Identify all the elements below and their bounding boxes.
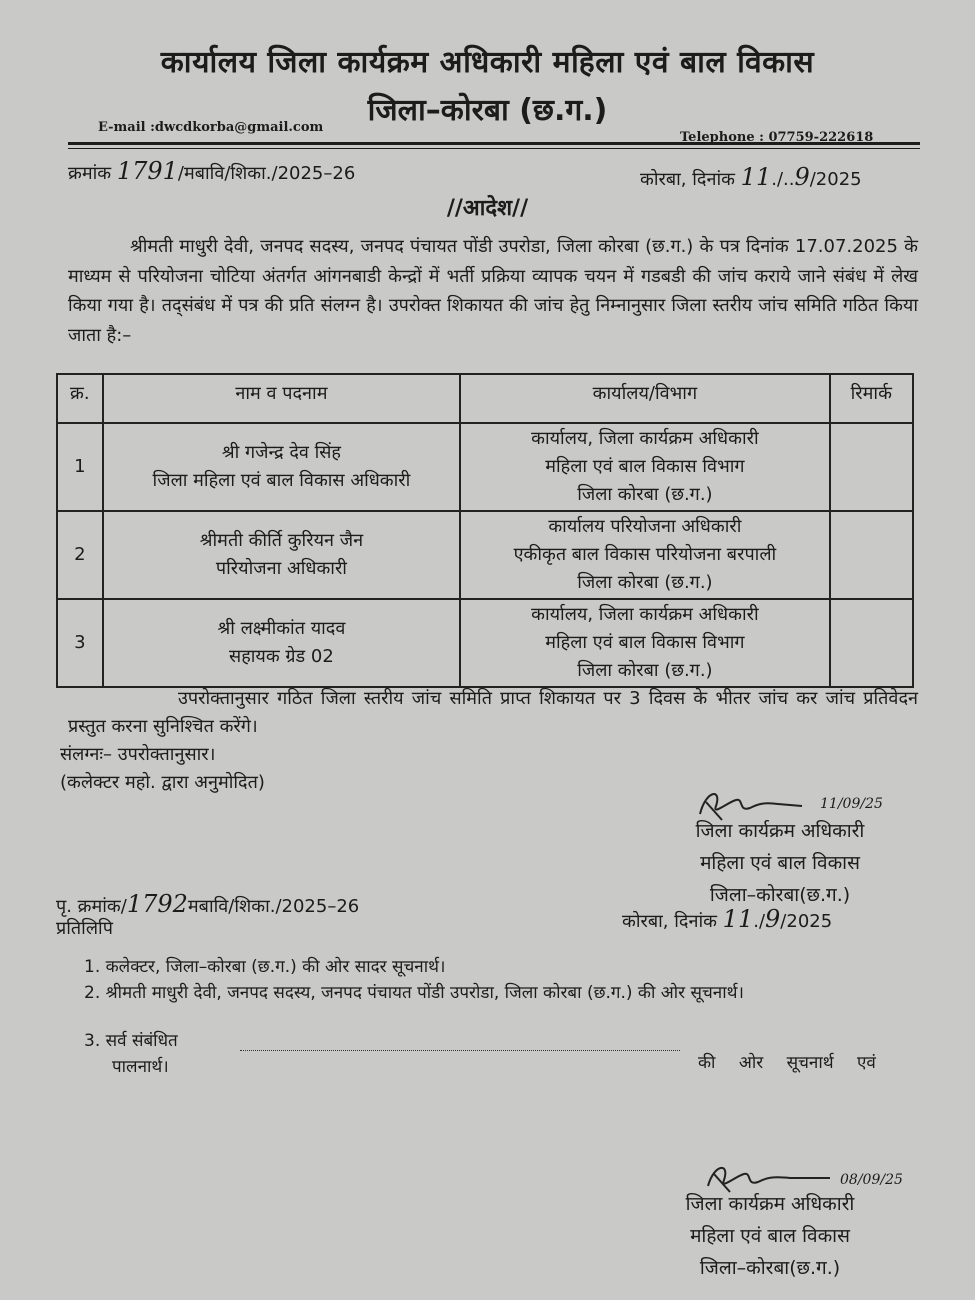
office-line: महिला एवं बाल विकास विभाग bbox=[545, 632, 745, 653]
email-address: E-mail :dwcdkorba@gmail.com bbox=[98, 120, 324, 135]
approval-note: (कलेक्टर महो. द्वारा अनुमोदित) bbox=[60, 772, 265, 793]
date-prefix: कोरबा, दिनांक bbox=[640, 169, 735, 190]
cell-name bbox=[103, 511, 461, 599]
copy-reference-suffix: मबावि/शिका./2025–26 bbox=[187, 896, 360, 917]
instruction-paragraph: उपरोक्तानुसार गठित जिला स्तरीय जांच समिति प्राप्त शिकायत पर 3 दिवस के भीतर जांच कर जांच प्रतिवेदन प्रस्तुत करना सुनिश्चित करेंगे। bbox=[68, 688, 918, 737]
cell-remark bbox=[830, 423, 913, 511]
copy-date-month: 9 bbox=[765, 905, 781, 933]
order-title: //आदेश// bbox=[446, 196, 529, 221]
copy-list-item-tail: की ओर सूचनार्थ एवं bbox=[698, 1053, 876, 1073]
date-year: /2025 bbox=[809, 169, 862, 190]
copy-list-item-continuation: पालनार्थ। bbox=[112, 1057, 169, 1077]
order-date: कोरबा, दिनांक 11./..9/2025 bbox=[640, 163, 862, 191]
signatory-department: महिला एवं बाल विकास bbox=[700, 852, 860, 874]
member-designation: जिला महिला एवं बाल विकास अधिकारी bbox=[152, 470, 411, 491]
cell-remark bbox=[830, 599, 913, 687]
office-district: जिला–कोरबा (छ.ग.) bbox=[367, 93, 608, 128]
copy-date-prefix: कोरबा, दिनांक bbox=[622, 911, 717, 932]
signature-date-mark: 08/09/25 bbox=[840, 1172, 903, 1188]
header-office: कार्यालय/विभाग bbox=[460, 374, 829, 423]
member-designation: सहायक ग्रेड 02 bbox=[229, 646, 334, 667]
header-name: नाम व पदनाम bbox=[103, 374, 461, 423]
header-rule-thin bbox=[68, 148, 920, 149]
header-remark: रिमार्क bbox=[830, 374, 913, 423]
signatory-title: जिला कार्यक्रम अधिकारी bbox=[685, 1193, 855, 1215]
table-row bbox=[57, 511, 913, 599]
header-rule-thick bbox=[68, 142, 920, 145]
reference-handwritten-number: 1791 bbox=[116, 157, 178, 185]
copy-list-item: 3. सर्व संबंधित bbox=[84, 1031, 178, 1051]
cell-remark bbox=[830, 511, 913, 599]
copy-label: प्रतिलिपि bbox=[56, 918, 113, 939]
copy-list-item: 2. श्रीमती माधुरी देवी, जनपद सदस्य, जनपद पंचायत पोंडी उपरोडा, जिला कोरबा (छ.ग.) की ओर सूचनार्थ। bbox=[84, 983, 744, 1003]
committee-table bbox=[56, 373, 914, 688]
telephone-number: Telephone : 07759-222618 bbox=[680, 130, 874, 145]
cell-office bbox=[460, 423, 829, 511]
table-row bbox=[57, 599, 913, 687]
reference-number bbox=[68, 157, 355, 185]
office-line: जिला कोरबा (छ.ग.) bbox=[577, 484, 713, 505]
office-line: कार्यालय, जिला कार्यक्रम अधिकारी bbox=[531, 604, 759, 625]
member-designation: परियोजना अधिकारी bbox=[215, 558, 347, 579]
signatory-district: जिला–कोरबा(छ.ग.) bbox=[699, 1257, 841, 1279]
cell-serial: 2 bbox=[57, 511, 103, 599]
header-serial: क्र. bbox=[57, 374, 103, 423]
cell-office bbox=[460, 599, 829, 687]
copy-reference-number: पृ. क्रमांक/1792मबावि/शिका./2025–26 bbox=[56, 890, 360, 918]
cell-serial: 3 bbox=[57, 599, 103, 687]
table-header-row bbox=[57, 374, 913, 423]
copy-date: कोरबा, दिनांक 11./9/2025 bbox=[622, 905, 833, 933]
office-line: जिला कोरबा (छ.ग.) bbox=[577, 660, 713, 681]
reference-suffix: /मबावि/शिका./2025–26 bbox=[177, 163, 356, 184]
blank-fill-line bbox=[240, 1034, 680, 1051]
office-line: कार्यालय, जिला कार्यक्रम अधिकारी bbox=[531, 428, 759, 449]
member-name: श्रीमती कीर्ति कुरियन जैन bbox=[199, 530, 364, 551]
reference-prefix: क्रमांक bbox=[68, 163, 112, 184]
office-line: जिला कोरबा (छ.ग.) bbox=[577, 572, 713, 593]
copy-date-day: 11 bbox=[722, 905, 754, 933]
cell-serial: 1 bbox=[57, 423, 103, 511]
copy-date-year: /2025 bbox=[780, 911, 833, 932]
table-row bbox=[57, 423, 913, 511]
enclosure-note: संलग्नः– उपरोक्तानुसार। bbox=[60, 744, 216, 765]
office-line: महिला एवं बाल विकास विभाग bbox=[545, 456, 745, 477]
cell-office bbox=[460, 511, 829, 599]
signature-date-mark: 11/09/25 bbox=[820, 796, 883, 812]
body-paragraph: श्रीमती माधुरी देवी, जनपद सदस्य, जनपद पंचायत पोंडी उपरोडा, जिला कोरबा (छ.ग.) के पत्र दिनांक 17.07.2025 के माध्यम से परियोजना चोटिया अंतर्गत आंगनबाडी केन्द्रों में भर्ती प्रक्रिया व्यापक चयन में गडबडी की जांच कराये जाने संबंध में लेख किया गया है। तद्संबंध में पत्र की प्रति संलग्न है। उपरोक्त शिकायत की जांच हेतु निम्नानुसार जिला स्तरीय जांच समिति गठित किया जाता है:– bbox=[68, 236, 918, 346]
signatory-department: महिला एवं बाल विकास bbox=[690, 1225, 850, 1247]
signature-block bbox=[640, 1188, 900, 1284]
cell-name bbox=[103, 423, 461, 511]
member-name: श्री लक्ष्मीकांत यादव bbox=[217, 618, 346, 639]
signatory-district: जिला–कोरबा(छ.ग.) bbox=[709, 884, 851, 906]
office-line: एकीकृत बाल विकास परियोजना बरपाली bbox=[513, 544, 777, 565]
office-title: कार्यालय जिला कार्यक्रम अधिकारी महिला एवं बाल विकास bbox=[160, 45, 815, 80]
cell-name bbox=[103, 599, 461, 687]
copy-list-item: 1. कलेक्टर, जिला–कोरबा (छ.ग.) की ओर सादर सूचनार्थ। bbox=[84, 957, 446, 977]
date-day: 11 bbox=[740, 163, 772, 191]
signature-block bbox=[660, 815, 900, 911]
copy-reference-handwritten-number: 1792 bbox=[126, 890, 188, 918]
signatory-title: जिला कार्यक्रम अधिकारी bbox=[695, 820, 865, 842]
office-line: कार्यालय परियोजना अधिकारी bbox=[548, 516, 742, 537]
date-month: 9 bbox=[794, 163, 810, 191]
copy-reference-prefix: पृ. क्रमांक bbox=[56, 896, 121, 917]
member-name: श्री गजेन्द्र देव सिंह bbox=[221, 442, 341, 463]
